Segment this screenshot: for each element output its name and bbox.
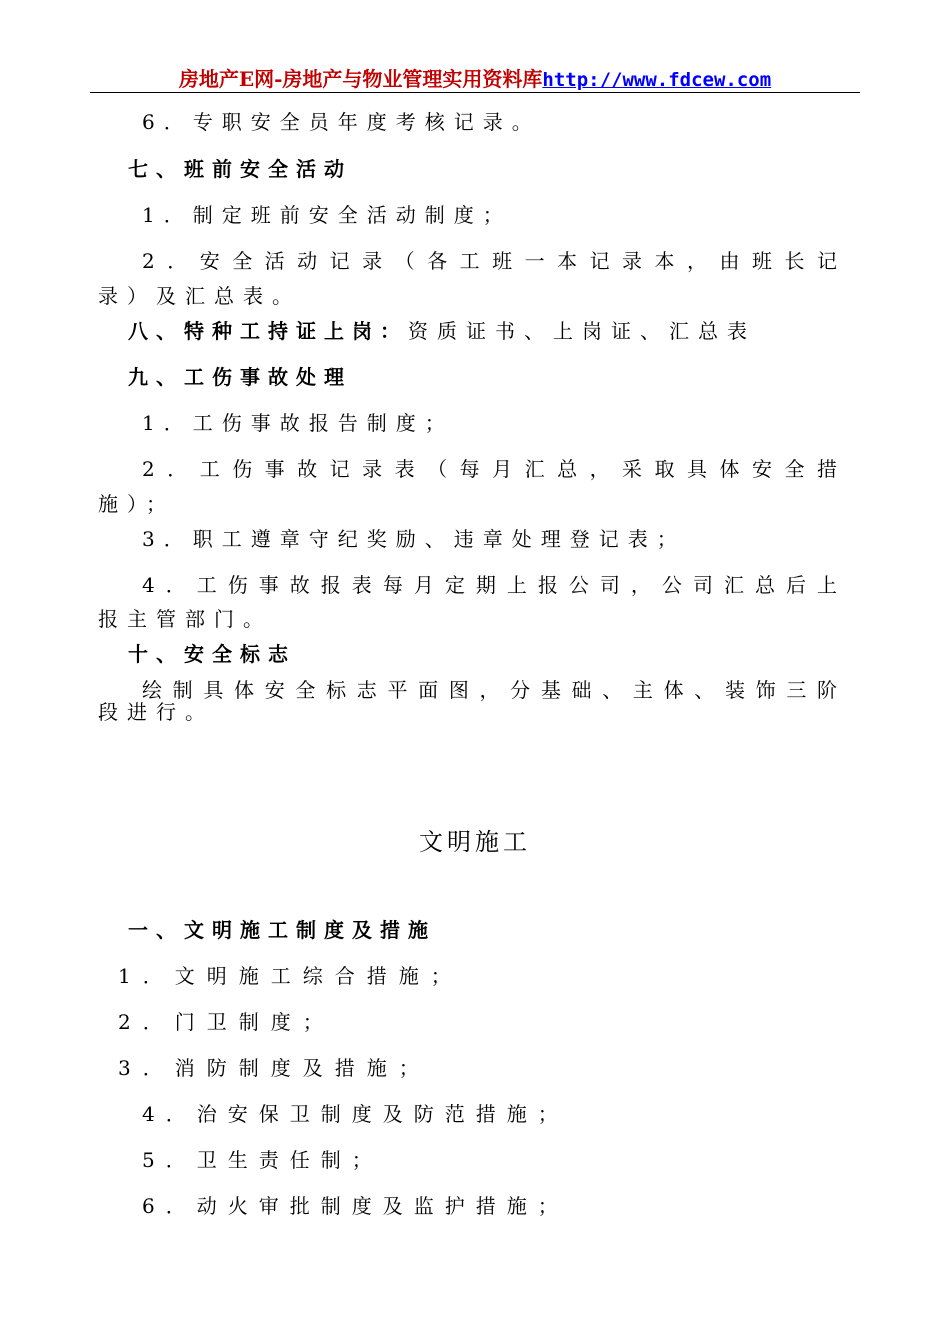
header-rule [90, 92, 860, 93]
item-7-2-line1: 2．安全活动记录（各工班一本记录本，由班长记 [142, 249, 846, 273]
item-9-1: 1．工伤事故报告制度； [142, 411, 454, 435]
para-10-line2: 段进行。 [98, 700, 214, 724]
page-header [90, 66, 860, 93]
civil-item-1: 1．文明施工综合措施； [118, 964, 463, 988]
item-6-annual-review: 6．专职安全员年度考核记录。 [142, 110, 541, 134]
para-10-line1: 绘制具体安全标志平面图，分基础、主体、装饰三阶 [142, 678, 846, 702]
civil-item-5: 5．卫生责任制； [142, 1148, 383, 1172]
item-9-2-line2: 施）； [98, 492, 175, 516]
section-title: 文明施工 [419, 828, 531, 856]
civil-heading-1: 一、文明施工制度及措施 [128, 918, 436, 942]
item-7-1: 1．制定班前安全活动制度； [142, 203, 512, 227]
item-9-2-line1: 2．工伤事故记录表（每月汇总，采取具体安全措 [142, 457, 846, 481]
item-7-2-line2: 录）及汇总表。 [98, 284, 301, 308]
header-brand: 房地产E网-房地产与物业管理实用资料库 [178, 67, 543, 91]
heading-8-label: 八、特种工持证上岗： [128, 319, 408, 343]
civil-item-6: 6．动火审批制度及监护措施； [142, 1194, 569, 1218]
heading-9: 九、工伤事故处理 [128, 365, 352, 389]
item-9-4-line2: 报主管部门。 [98, 607, 272, 631]
heading-8-detail: 资质证书、上岗证、汇总表 [408, 319, 756, 343]
item-9-3: 3．职工遵章守纪奖励、违章处理登记表； [142, 527, 686, 551]
civil-item-4: 4．治安保卫制度及防范措施； [142, 1102, 569, 1126]
heading-8 [128, 317, 756, 345]
header-link[interactable]: http://www.fdcew.com [542, 69, 772, 91]
civil-item-2: 2．门卫制度； [118, 1010, 335, 1034]
heading-7: 七、班前安全活动 [128, 157, 352, 181]
heading-10: 十、安全标志 [128, 642, 296, 666]
civil-item-3: 3．消防制度及措施； [118, 1056, 431, 1080]
item-9-4-line1: 4．工伤事故报表每月定期上报公司，公司汇总后上 [142, 573, 846, 597]
